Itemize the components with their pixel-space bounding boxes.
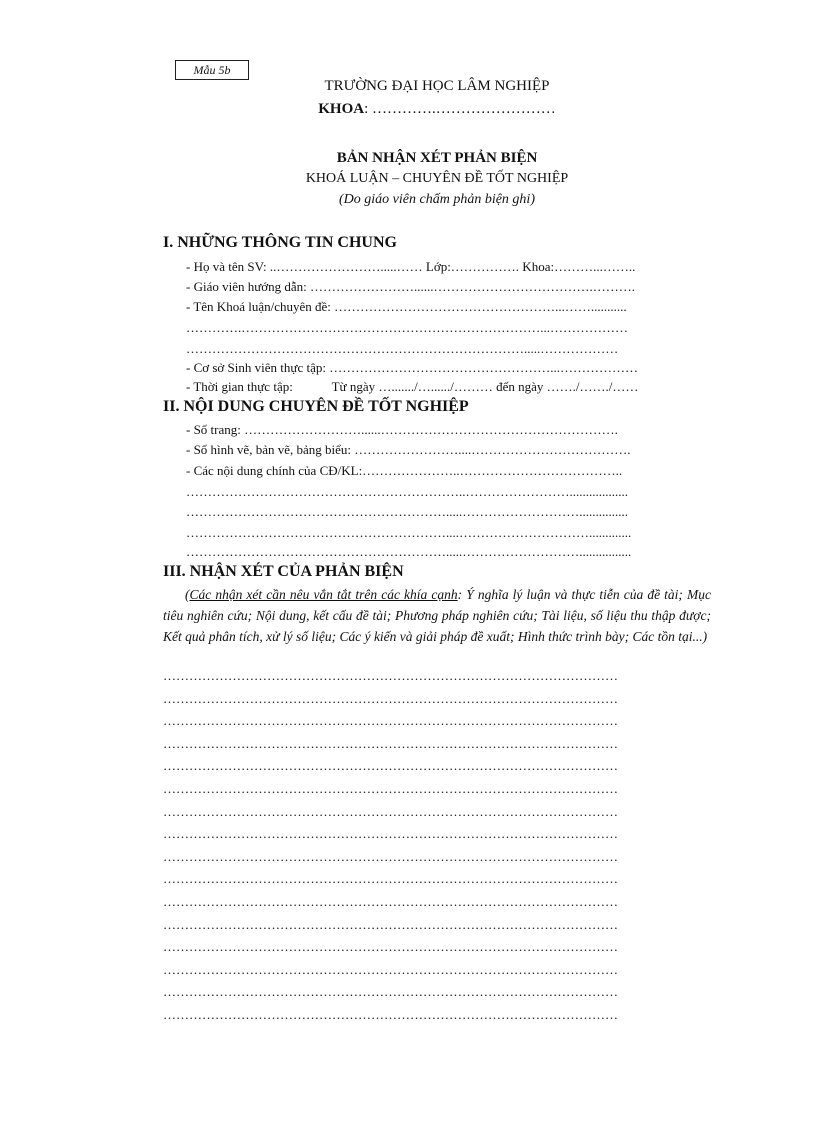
page-count-row: - Số trang: ………………………......………………………………………………. <box>186 422 618 437</box>
document-note: (Do giáo viên chấm phản biện ghi) <box>339 192 535 207</box>
figures-count-row: - Số hình vẽ, bản vẽ, bảng biểu: ……………………....………………………………. <box>186 442 631 457</box>
instruction-rest: : Ý nghĩa lý luận và thực tiễn của đề tài; Mục tiêu nghiên cứu; Nội dung, kết cấu đề tài; Phương pháp nghiên cứu; Tài liệu, số liệu thu thập được; Kết quả phân tích, xử lý số liệu; Các ý kiến và giải pháp đề xuất; Hình thức trình bày; Các tồn tại...) <box>163 587 711 644</box>
instruction-open-paren: ( <box>185 587 190 602</box>
content-blank-3: ……………………………………………………....…………………………............. <box>186 525 632 540</box>
content-blank-2: …………………………………………………….....………………………............... <box>186 504 628 519</box>
faculty-label: KHOA <box>318 101 365 117</box>
student-info-row: - Họ và tên SV: ..…………………….....…… Lớp:……………. Khoa:………...…….. <box>186 259 636 274</box>
writing-line: …………………………………………………………………………………………… <box>163 826 618 842</box>
section-3-heading: III. NHẬN XÉT CỦA PHẢN BIỆN <box>163 563 404 580</box>
instruction-underlined: Các nhận xét cần nêu vắn tắt trên các khía cạnh <box>189 587 458 602</box>
faculty-line <box>163 101 711 118</box>
writing-line: …………………………………………………………………………………………… <box>163 984 618 1000</box>
internship-time-row: - Thời gian thực tập: Từ ngày …......./…....../……… đến ngày ……./……./…… <box>186 379 639 394</box>
faculty-blank: : ………….…………………… <box>364 101 556 117</box>
writing-line: …………………………………………………………………………………………… <box>163 939 618 955</box>
section-2-heading: II. NỘI DUNG CHUYÊN ĐỀ TỐT NGHIỆP <box>163 398 469 415</box>
writing-line: …………………………………………………………………………………………… <box>163 758 618 774</box>
writing-line: …………………………………………………………………………………………… <box>163 893 618 909</box>
document-title: BẢN NHẬN XÉT PHẢN BIỆN <box>336 150 538 166</box>
document-subtitle: KHOÁ LUẬN – CHUYÊN ĐỀ TỐT NGHIỆP <box>305 171 569 186</box>
internship-site-row: - Cơ sở Sinh viên thực tập: ……………………………………………...……………… <box>186 360 638 375</box>
writing-line: …………………………………………………………………………………………… <box>163 916 618 932</box>
school-name: TRƯỜNG ĐẠI HỌC LÂM NGHIỆP <box>324 78 550 94</box>
writing-line: …………………………………………………………………………………………… <box>163 848 618 864</box>
content-blank-4: …………………………………………………….....………………………................ <box>186 544 632 559</box>
writing-line: …………………………………………………………………………………………… <box>163 871 618 887</box>
thesis-title-blank-1: ………….……………………………………………………………...……………… <box>186 320 628 335</box>
writing-line: …………………………………………………………………………………………… <box>163 780 618 796</box>
writing-line: …………………………………………………………………………………………… <box>163 735 618 751</box>
writing-line: …………………………………………………………………………………………… <box>163 803 618 819</box>
thesis-title-blank-2: …………………………………………………………………….....……………… <box>186 341 619 356</box>
review-instructions <box>163 584 711 647</box>
writing-line: …………………………………………………………………………………………… <box>163 668 618 683</box>
main-content-row: - Các nội dung chính của CĐ/KL:…………………..……………………………….. <box>186 463 623 478</box>
writing-line: …………………………………………………………………………………………… <box>163 961 618 977</box>
writing-line: …………………………………………………………………………………………… <box>163 713 618 729</box>
supervisor-row: - Giáo viên hướng dẫn: ……………………......……………………………….………. <box>186 279 636 294</box>
thesis-title-row: - Tên Khoá luận/chuyên đề: ……………………………………………...……........... <box>186 299 627 314</box>
content-blank-1: ………………………………………………………..…………………….................. <box>186 484 628 499</box>
writing-line: …………………………………………………………………………………………… <box>163 1006 618 1022</box>
writing-line: …………………………………………………………………………………………… <box>163 690 618 706</box>
form-code-box: Mẫu 5b <box>175 60 249 80</box>
review-writing-area[interactable] <box>163 667 711 1029</box>
section-1-heading: I. NHỮNG THÔNG TIN CHUNG <box>163 234 397 251</box>
